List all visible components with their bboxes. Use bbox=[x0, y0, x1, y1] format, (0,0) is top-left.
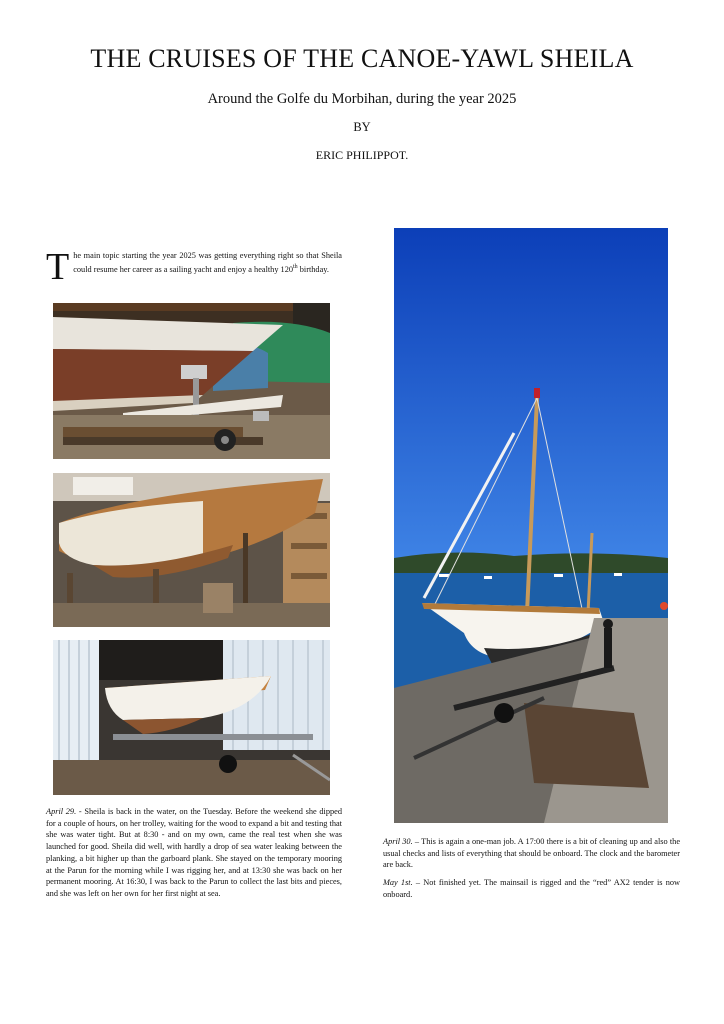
intro-text: he main topic starting the year 2025 was getting everything right so that Sheila could resume her career as a sailing yacht and enjoy a healthy 120 bbox=[73, 251, 342, 274]
photo-hull-restoration bbox=[53, 473, 330, 627]
caption-april-30 bbox=[383, 836, 680, 871]
author-name: ERIC PHILIPPOT. bbox=[315, 148, 409, 162]
caption-may-1 bbox=[383, 877, 680, 900]
caption-april-29 bbox=[46, 806, 342, 900]
caption-date: April 30. bbox=[383, 837, 413, 846]
caption-april-30-may-1 bbox=[383, 836, 680, 907]
photo-yawl-on-trailer bbox=[53, 640, 330, 795]
caption-text: – This is again a one-man job. A 17:00 there is a bit of cleaning up and also the usual checks and lists of everything that should be onboard. The clock and the barometer are back. bbox=[383, 837, 680, 870]
photo-yawl-on-slipway bbox=[394, 228, 668, 823]
drop-cap: T bbox=[46, 246, 70, 288]
byline-by: BY bbox=[353, 120, 371, 134]
subtitle: Around the Golfe du Morbihan, during the year 2025 bbox=[207, 91, 517, 107]
intro-paragraph bbox=[46, 246, 342, 288]
caption-date: May 1st. bbox=[383, 878, 413, 888]
caption-text: – Not finished yet. The mainsail is rigged and the “red” AX2 tender is now onboard. bbox=[383, 878, 680, 899]
caption-date: April 29. bbox=[46, 807, 77, 816]
caption-text: - Sheila is back in the water, on the Tuesday. Before the weekend she dipped for a couple of hours, on her trolley, waiting for the wood to expand a bit and testing that she was water tight. But at 8:30 - and on my own, came the real test when she was launched for good. Sheila did well, with hardly a drop of sea water leaking between the planking, a bit higher up than the garboard plank. She stayed on the temporary mooring at the Parun for the morning while I was rigging her, and at 13:30 she was back on her permanent mooring. At 16:30, I was back to the Parun to collect the last bits and pieces, and she was left on her own for her first night at sea. bbox=[46, 807, 342, 898]
intro-superscript: th bbox=[293, 263, 298, 270]
page-title: THE CRUISES OF THE CANOE-YAWL SHEILA bbox=[90, 44, 634, 73]
photo-boat-on-trolley bbox=[53, 303, 330, 459]
intro-text-end: birthday. bbox=[297, 264, 329, 274]
